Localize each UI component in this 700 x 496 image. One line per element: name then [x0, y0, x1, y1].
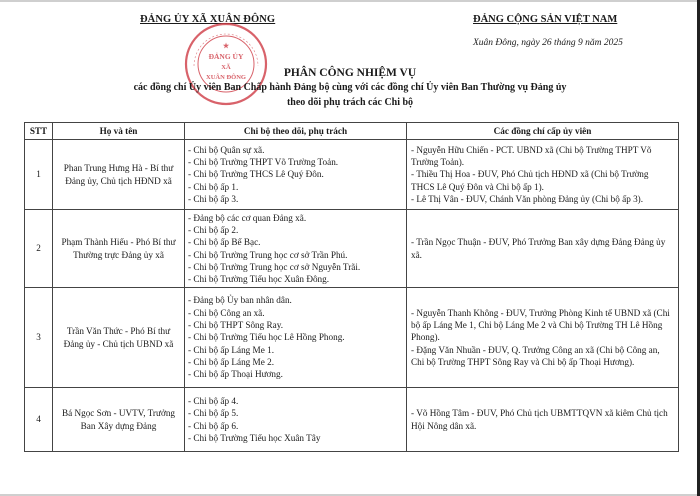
row-name: Trần Văn Thức - Phó Bí thư Đảng ủy - Chủ tịch UBND xã — [53, 288, 185, 388]
document-title: PHÂN CÔNG NHIỆM VỤ — [283, 67, 417, 79]
document-subtitle-2: theo dõi phụ trách các Chi bộ — [286, 97, 414, 108]
list-item: - Nguyễn Hữu Chiến - PCT. UBND xã (Chi bộ Trường THPT Võ Trường Toản). — [411, 144, 652, 168]
list-item: - Chi bộ ấp 1. — [188, 181, 239, 192]
official-seal-icon — [184, 22, 268, 106]
list-item: - Chi bộ Công an xã. — [188, 307, 265, 318]
list-item: - Chi bộ Trường Tiểu học Lê Hồng Phong. — [188, 332, 345, 343]
row-chibo-list — [185, 388, 407, 452]
row-stt: 4 — [25, 388, 53, 452]
table-row — [25, 388, 679, 452]
list-item: - Chi bộ ấp Láng Me 2. — [188, 356, 274, 367]
list-item: - Đặng Văn Nhuần - ĐUV, Q. Trưởng Công an xã (Chi bộ Công an, Chi bộ Trường THPT Sông Ray và Chi bộ ấp Thoại Hương). — [411, 344, 660, 367]
party-name: ĐẢNG CỘNG SẢN VIỆT NAM — [473, 14, 618, 25]
list-item: - Chi bộ ấp Bể Bạc. — [188, 237, 261, 248]
table-row — [25, 210, 679, 288]
row-capuy-list — [407, 140, 679, 210]
document-date: Xuân Đông, ngày 26 tháng 9 năm 2025 — [473, 38, 623, 48]
list-item: - Chi bộ ấp Láng Me 1. — [188, 344, 274, 355]
row-chibo-list — [185, 140, 407, 210]
list-item: - Chi bộ ấp 5. — [188, 408, 239, 419]
list-item: - Võ Hồng Tâm - ĐUV, Phó Chủ tịch UBMTTQVN xã kiêm Chủ tịch Hội Nông dân xã. — [411, 408, 668, 431]
list-item: - Lê Thị Vân - ĐUV, Chánh Văn phòng Đảng ủy (Chi bộ ấp 3). — [411, 193, 644, 204]
list-item: - Chi bộ ấp Thoại Hương. — [188, 369, 283, 380]
document-subtitle: các đồng chí Ủy viên Ban Chấp hành Đảng bộ cùng với các đồng chí Ủy viên Ban Thường vụ Đảng ủy — [133, 82, 567, 93]
header-stt: STT — [25, 123, 53, 140]
table-row — [25, 288, 679, 388]
row-chibo-list — [185, 210, 407, 288]
list-item: - Chi bộ ấp 3. — [188, 193, 239, 204]
row-name: Phan Trung Hưng Hà - Bí thư Đảng ủy, Chủ tịch HĐND xã — [53, 140, 185, 210]
row-name: Bá Ngọc Sơn - UVTV, Trưởng Ban Xây dựng Đảng — [53, 388, 185, 452]
row-stt: 2 — [25, 210, 53, 288]
table-header-row — [25, 123, 679, 140]
list-item: - Chi bộ Trường THPT Võ Trường Toản. — [188, 157, 339, 168]
header-capuy: Các đồng chí cấp ủy viên — [407, 123, 679, 140]
list-item: - Chi bộ Trường THCS Lê Quý Đôn. — [188, 169, 324, 180]
list-item: - Chi bộ Quân sự xã. — [188, 144, 265, 155]
issuing-organization: ĐẢNG ỦY XÃ XUÂN ĐÔNG — [140, 14, 276, 25]
row-capuy-list — [407, 210, 679, 288]
row-stt: 3 — [25, 288, 53, 388]
list-item: - Chi bộ Trường Trung học cơ sở Trần Phú. — [188, 249, 348, 260]
row-name: Phạm Thành Hiếu - Phó Bí thư Thường trực Đảng ủy xã — [53, 210, 185, 288]
list-item: - Chi bộ Trường Tiểu học Xuân Tây — [188, 432, 321, 443]
list-item: - Đảng bộ Ủy ban nhân dân. — [188, 295, 292, 306]
list-item: - Chi bộ Trường Trung học cơ sở Nguyễn Trãi. — [188, 261, 361, 272]
svg-text:★: ★ — [222, 42, 230, 50]
list-item: - Nguyễn Thanh Không - ĐUV, Trưởng Phòng Kinh tế UBND xã (Chi bộ ấp Láng Me 1, Chi bộ Láng Me 2 và Chi bộ Trường TH Lê Hồng Phong). — [411, 307, 670, 343]
assignment-table — [24, 122, 679, 452]
row-capuy-list — [407, 388, 679, 452]
list-item: - Chi bộ ấp 6. — [188, 420, 239, 431]
seal-line-2: XÃ — [221, 64, 231, 71]
list-item: - Chi bộ Trường Tiểu học Xuân Đông. — [188, 274, 330, 285]
scan-edge-top — [0, 0, 700, 2]
list-item: - Đảng bộ các cơ quan Đảng xã. — [188, 212, 307, 223]
list-item: - Chi bộ THPT Sông Ray. — [188, 320, 284, 331]
row-stt: 1 — [25, 140, 53, 210]
list-item: - Thiều Thị Hoa - ĐUV, Phó Chủ tịch HĐND xã (Chi bộ Trường THCS Lê Quý Đôn và Chi bộ ấp 1). — [411, 169, 649, 192]
row-capuy-list — [407, 288, 679, 388]
seal-line-3: XUÂN ĐÔNG — [206, 74, 246, 81]
list-item: - Chi bộ ấp 2. — [188, 224, 239, 235]
header-chibo: Chi bộ theo dõi, phụ trách — [185, 123, 407, 140]
list-item: - Chi bộ ấp 4. — [188, 395, 239, 406]
header-name: Họ và tên — [53, 123, 185, 140]
row-chibo-list — [185, 288, 407, 388]
seal-line-1: ĐẢNG ỦY — [208, 52, 244, 61]
list-item: - Trần Ngọc Thuận - ĐUV, Phó Trưởng Ban xây dựng Đảng Đảng ủy xã. — [411, 237, 666, 260]
table-row — [25, 140, 679, 210]
